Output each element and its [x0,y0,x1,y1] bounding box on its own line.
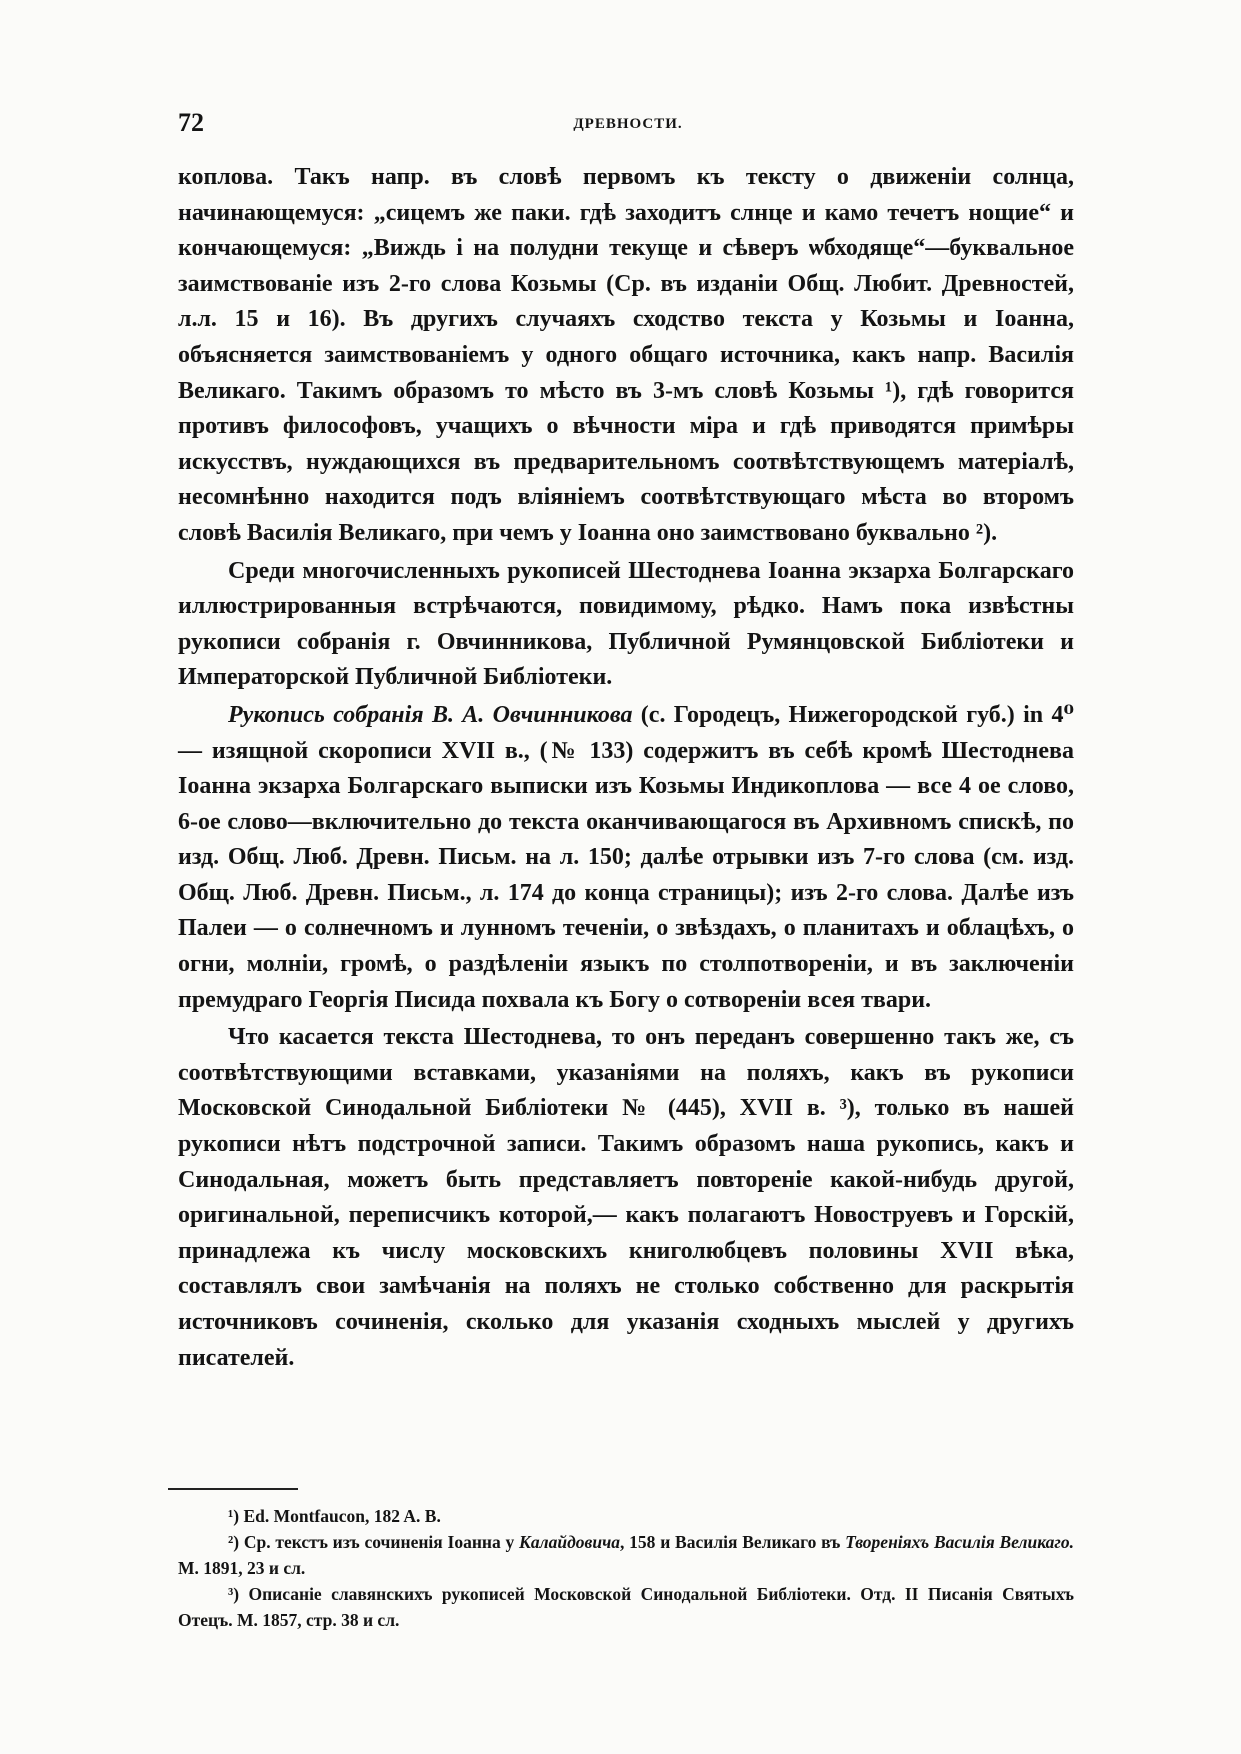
footnote-2-work: Твореніяхъ Василія Великаго. [845,1532,1074,1552]
footnote-1: ¹) Ed. Montfaucon, 182 A. B. [228,1506,441,1526]
footnote-2-part-e: М. 1891, 23 и сл. [178,1558,306,1578]
footnote-2-author: Калайдовича [519,1532,621,1552]
running-title: ДРЕВНОСТИ. [573,116,683,132]
footnote-divider [168,1488,298,1490]
paragraph-1: коплова. Такъ напр. въ словѣ первомъ къ тексту о движеніи солнца, начинающемуся: „сицемъ же паки. гдѣ заходитъ слнце и камо течетъ нощие“ и кончающемуся: „Виждь і на полудни текуще и сѣверъ ѡбходяще“—буквальное заимствованіе изъ 2-го слова Козьмы (Ср. въ изданіи Общ. Любит. Древностей, л.л. 15 и 16). Въ другихъ случаяхъ сходство текста у Козьмы и Іоанна, объясняется заимствованіемъ у одного общаго источника, какъ напр. Василія Великаго. Такимъ образомъ то мѣсто въ 3-мъ словѣ Козьмы ¹), гдѣ говорится противъ философовъ, учащихъ о вѣчности міра и гдѣ приводятся примѣры искусствъ, нуждающихся въ предварительномъ соотвѣтствующемъ матеріалѣ, несомнѣнно находится подъ вліяніемъ соотвѣтствующаго мѣста во второмъ словѣ Василія Великаго, при чемъ у Іоанна оно заимствовано буквально ²). [178,164,1074,546]
footnote-2-part-a: ²) Ср. текстъ изъ сочиненія Іоанна у [228,1532,520,1552]
page-number: 72 [178,108,204,137]
page-header [178,108,1078,142]
paragraph-2: Среди многочисленныхъ рукописей Шестоднева Іоанна экзарха Болгарскаго иллюстрированныя встрѣчаются, повидимому, рѣдко. Намъ пока извѣстны рукописи собранія г. Овчинникова, Публичной Румянцовской Библіотеки и Императорской Публичной Библіотеки. [178,557,1074,691]
paragraph-3 [178,698,1074,1018]
footnote-3: ³) Описаніе славянскихъ рукописей Московской Синодальной Библіотеки. Отд. II Писанія Святыхъ Отецъ. М. 1857, стр. 38 и сл. [178,1584,1074,1630]
paragraph-4: Что касается текста Шестоднева, то онъ переданъ совершенно такъ же, съ соотвѣтствующими вставками, указаніями на поляхъ, какъ въ рукописи Московской Синодальной Библіотеки № (445), XVII в. ³), только въ нашей рукописи нѣтъ подстрочной записи. Такимъ образомъ наша рукопись, какъ и Синодальная, можетъ быть представляетъ повтореніе какой-нибудь другой, оригинальной, переписчикъ которой,— какъ полагаютъ Новоструевъ и Горскій, принадлежа къ числу московскихъ книголюбцевъ половины XVII вѣка, составлялъ свои замѣчанія на поляхъ не столько собственно для раскрытія источниковъ сочиненія, сколько для указанія сходныхъ мыслей у другихъ писателей. [178,1024,1074,1371]
footnote-2-part-c: , 158 и Василія Великаго въ [620,1532,846,1552]
main-text [178,160,1074,1376]
paragraph-3-text: (с. Городецъ, Нижегородской губ.) in 4⁰ — изящной скорописи XVII в., (№ 133) содержитъ въ себѣ кромѣ Шестоднева Іоанна экзарха Болгарскаго выписки изъ Козьмы Индикоплова — все 4 ое слово, 6-ое слово—включительно до текста оканчивающагося въ Архивномъ спискѣ, по изд. Общ. Люб. Древн. Письм. на л. 150; далѣе отрывки изъ 7-го слова (см. изд. Общ. Люб. Древн. Письм., л. 174 до конца страницы); изъ 2-го слова. Далѣе изъ Палеи — о солнечномъ и лунномъ теченіи, о звѣздахъ, о планитахъ и облацѣхъ, о огни, молніи, громѣ, о раздѣленіи языкъ по столпотвореніи, и въ заключеніи премудраго Георгія Писида похвала къ Богу о сотвореніи всея твари. [178,701,1074,1013]
manuscript-title: Рукопись собранія В. А. Овчинникова [228,701,633,728]
footnote-2 [178,1529,1074,1581]
footnotes [178,1503,1074,1633]
